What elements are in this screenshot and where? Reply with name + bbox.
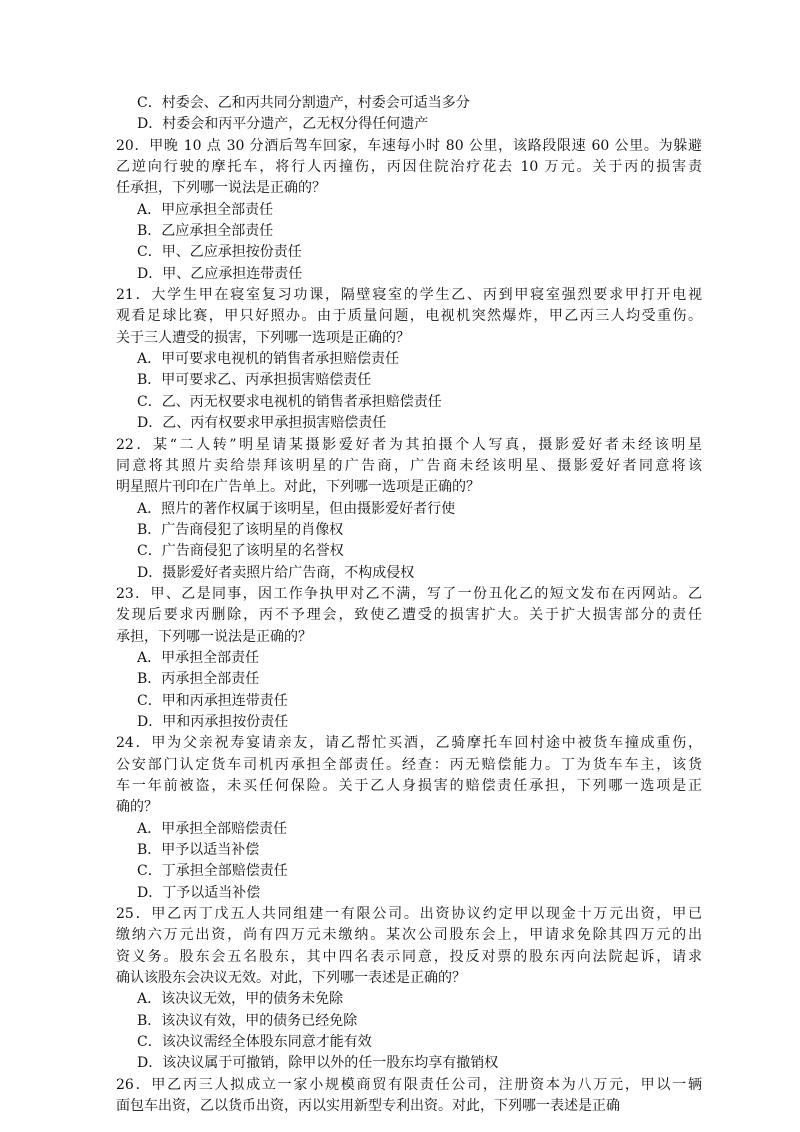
question-stem-line: 21．大学生甲在寝室复习功课，隔壁寝室的学生乙、丙到甲寝室强烈要求甲打开电视 (116, 287, 702, 304)
answer-option: B．丙承担全部责任 (137, 671, 260, 688)
answer-option: D．摄影爱好者卖照片给广告商，不构成侵权 (137, 564, 415, 581)
question-block (116, 584, 702, 733)
question-stem-line: 同意将其照片卖给崇拜该明星的广告商，广告商未经该明星、摄影爱好者同意将该 (116, 457, 702, 474)
answer-option: A．该决议无效，甲的债务未免除 (137, 991, 344, 1008)
question-block (116, 904, 702, 1075)
question-stem-line: 发现后要求丙删除，丙不予理会，致使乙遭受的损害扩大。关于扩大损害部分的责任 (116, 607, 702, 624)
answer-option: A．甲承担全部赔偿责任 (137, 820, 288, 837)
question-stem-line: 公安部门认定货车司机丙承担全部责任。经查：丙无赔偿能力。丁为货车车主，该货 (116, 756, 702, 773)
answer-option: C．甲、乙应承担按份责任 (137, 244, 302, 261)
question-stem-line: 25．甲乙丙丁戊五人共同组建一有限公司。出资协议约定甲以现金十万元出资，甲已 (116, 906, 702, 923)
question-stem-line: 20．甲晚 10 点 30 分酒后驾车回家，车速每小时 80 公里，该路段限速 60 公里。为躲避 (116, 137, 702, 154)
question-block (116, 136, 702, 285)
question-stem-line: 车一年前被盗，未买任何保险。关于乙人身损害的赔偿责任承担，下列哪一选项是正 (116, 778, 702, 794)
question-stem-line: 任承担，下列哪一说法是正确的？ (116, 180, 326, 197)
answer-option: D．甲、乙应承担连带责任 (137, 265, 303, 282)
answer-option: C．丁承担全部赔偿责任 (137, 863, 288, 880)
answer-option: C．该决议需经全体股东同意才能有效 (137, 1034, 372, 1051)
question-stem-line: 23．甲、乙是同事，因工作争执甲对乙不满，写了一份丑化乙的短文发布在丙网站。乙 (116, 585, 702, 602)
question-block (116, 285, 702, 434)
prev-option-c: C．村委会、乙和丙共同分割遗产，村委会可适当多分 (137, 95, 470, 111)
question-stem-line: 观看足球比赛，甲只好照办。由于质量问题，电视机突然爆炸，甲乙丙三人均受重伤。 (116, 308, 702, 325)
answer-option: A．甲承担全部责任 (137, 649, 260, 666)
question-stem-line: 资义务。股东会五名股东，其中四名表示同意，投反对票的股东丙向法院起诉，请求 (116, 948, 702, 965)
answer-option: D．甲和丙承担按份责任 (137, 713, 289, 730)
answer-option: C．广告商侵犯了该明星的名誉权 (137, 543, 344, 560)
answer-option: B．广告商侵犯了该明星的肖像权 (137, 521, 344, 538)
answer-option: B．甲予以适当补偿 (137, 842, 260, 859)
question-block (116, 733, 702, 904)
answer-option: A．甲应承担全部责任 (137, 201, 274, 218)
question-block (116, 435, 702, 584)
answer-option: D．该决议属于可撤销，除甲以外的任一股东均享有撤销权 (137, 1055, 499, 1072)
answer-option: B．该决议有效，甲的债务已经免除 (137, 1012, 358, 1029)
question-stem-line: 22．某“二人转”明星请某摄影爱好者为其拍摄个人写真，摄影爱好者未经该明星 (116, 436, 702, 453)
question-stem-line: 确认该股东会决议无效。对此，下列哪一表述是正确的？ (116, 970, 466, 987)
question-block (116, 1075, 702, 1118)
answer-option: D．乙、丙有权要求甲承担损害赔偿责任 (137, 415, 387, 432)
question-stem-line: 乙逆向行驶的摩托车，将行人丙撞伤，丙因住院治疗花去 10 万元。关于丙的损害责 (116, 159, 702, 176)
question-stem-line: 面包车出资，乙以货币出资，丙以实用新型专利出资。对此，下列哪一表述是正确 (116, 1098, 620, 1115)
question-stem-line: 明星照片刊印在广告单上。对此，下列哪一选项是正确的？ (116, 479, 480, 496)
answer-option: A．甲可要求电视机的销售者承担赔偿责任 (137, 351, 400, 368)
question-stem-line: 缴纳六万元出资，尚有四万元未缴纳。某次公司股东会上，甲请求免除其四万元的出 (116, 927, 702, 944)
question-stem-line: 确的？ (116, 799, 158, 816)
answer-option: C．乙、丙无权要求电视机的销售者承担赔偿责任 (137, 393, 442, 410)
question-stem-line: 26．甲乙丙三人拟成立一家小规模商贸有限责任公司，注册资本为八万元，甲以一辆 (116, 1076, 702, 1093)
answer-option: B．乙应承担全部责任 (137, 223, 274, 240)
answer-option: A．照片的著作权属于该明星，但由摄影爱好者行使 (137, 500, 456, 517)
answer-option: C．甲和丙承担连带责任 (137, 692, 288, 709)
prev-option-d: D．村委会和丙平分遗产，乙无权分得任何遗产 (137, 116, 429, 133)
answer-option: B．甲可要求乙、丙承担损害赔偿责任 (137, 372, 372, 389)
question-stem-line: 24．甲为父亲祝寿宴请亲友，请乙帮忙买酒，乙骑摩托车回村途中被货车撞成重伤， (116, 735, 702, 752)
answer-option: D．丁予以适当补偿 (137, 884, 261, 901)
question-content (116, 93, 702, 1118)
question-stem-line: 承担，下列哪一说法是正确的？ (116, 628, 312, 645)
question-stem-line: 关于三人遭受的损害，下列哪一选项是正确的？ (116, 329, 410, 346)
